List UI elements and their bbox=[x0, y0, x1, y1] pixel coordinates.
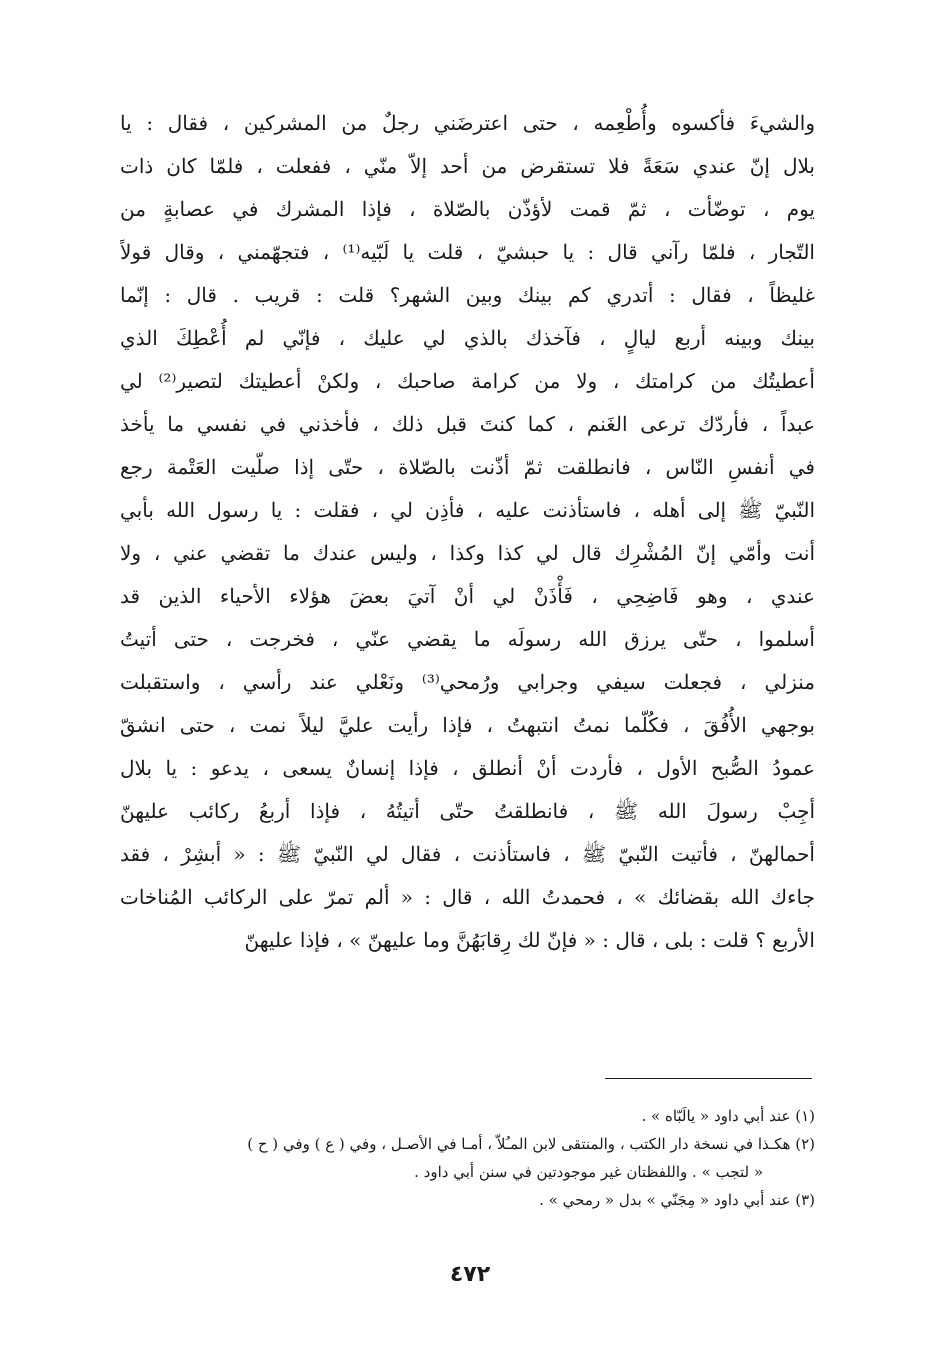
main-text bbox=[120, 102, 815, 962]
text-line: والشيءَ فأكسوه وأُطْعِمه ، حتى اعترضَني رجلٌ من المشركين ، فقال : يا bbox=[120, 111, 815, 135]
text-line: جاءك الله بقضائك » ، فحمدتُ الله ، قال : « ألم تمرّ على الركائب المُناخات bbox=[120, 885, 815, 909]
text-line: أسلموا ، حتّى يرزق الله رسولَه ما يقضي عنّي ، فخرجت ، حتى أتيتُ bbox=[120, 627, 815, 651]
text-line: عمودُ الصُّبح الأول ، فأردت أنْ أنطلق ، فإذا إنسانٌ يسعى ، يدعو : يا بلال bbox=[120, 756, 815, 780]
text-line: أعطيتُك من كرامتك ، ولا من كرامة صاحبك ، ولكنْ أعطيتك لتصير⁽²⁾ لي bbox=[120, 369, 815, 393]
footnote-2-continued: « لتجب » . واللفظتان غير موجودتين في سنن أبي داود . bbox=[414, 1163, 763, 1181]
text-line: يوم ، توضّأت ، ثمّ قمت لأؤذّن بالصّلاة ، فإذا المشرك في عصابةٍ من bbox=[120, 197, 815, 221]
text-line: بلال إنّ عندي سَعَةً فلا تستقرض من أحد إلاّ منّي ، ففعلت ، فلمّا كان ذات bbox=[120, 154, 815, 178]
text-line: غليظاً ، فقال : أتدري كم بينك وبين الشهر؟ قلت : قريب . قال : إنّما bbox=[120, 283, 815, 307]
footnotes bbox=[120, 1102, 815, 1214]
footnote-1: (١) عند أبي داود « يالَبّاه » . bbox=[641, 1107, 815, 1125]
footnote-3: (٣) عند أبي داود « مِجَنّي » بدل « رمحي » . bbox=[539, 1191, 815, 1209]
text-line: عندي ، وهو فَاضِحِي ، فَأْذَنْ لي أنْ آتيَ بعضَ هؤلاء الأحياء الذين قد bbox=[120, 584, 815, 608]
text-line: بينك وبينه أربع ليالٍ ، فآخذك بالذي لي عليك ، فإنّي لم أُعْطِكَ الذي bbox=[120, 326, 815, 350]
text-line: الأربع ؟ قلت : بلى ، قال : « فإنّ لك رِقابَهُنَّ وما عليهنّ » ، فإذا عليهنّ bbox=[244, 928, 815, 952]
page-number: ٤٧٢ bbox=[449, 1262, 491, 1287]
text-line: أجِبْ رسولَ الله ﷺ ، فانطلقتُ حتّى أتيتُهُ ، فإذا أربعُ ركائب عليهنّ bbox=[120, 799, 815, 823]
text-line: منزلي ، فجعلت سيفي وجرابي ورُمحي⁽³⁾ ونَعْلي عند رأسي ، واستقبلت bbox=[120, 670, 815, 694]
text-line: بوجهي الأُفُقَ ، فكُلّما نمتُ انتبهتُ ، فإذا رأيت عليَّ ليلاً نمت ، حتى انشقّ bbox=[120, 713, 815, 737]
text-line: أحمالهنّ ، فأتيت النّبيّ ﷺ ، فاستأذنت ، فقال لي النّبيّ ﷺ : « أبشِرْ ، فقد bbox=[120, 842, 815, 866]
text-line: النّبيّ ﷺ إلى أهله ، فاستأذنت عليه ، فأذِن لي ، فقلت : يا رسول الله بأبي bbox=[120, 498, 815, 522]
text-line: أنت وأمّي إنّ المُشْرِك قال لي كذا وكذا ، وليس عندك ما تقضي عني ، ولا bbox=[120, 541, 815, 565]
footnote-2: (٢) هكـذا في نسخة دار الكتب ، والمنتقى لابن المـُلاّ ، أمـا في الأصـل ، وفي ( ع ) وفي ( ح ) bbox=[247, 1135, 815, 1153]
text-line: عبداً ، فأردّك ترعى الغَنم ، كما كنتَ قبل ذلك ، فأخذني في نفسي ما يأخذ bbox=[120, 412, 815, 436]
text-line: التّجار ، فلمّا رآني قال : يا حبشيّ ، قلت يا لَبّيه⁽¹⁾ ، فتجهّمني ، وقال قولاً bbox=[120, 240, 815, 264]
text-line: في أنفسِ النّاس ، فانطلقت ثمّ أذّنت بالصّلاة ، حتّى إذا صلّيت العَتْمة رجع bbox=[120, 455, 815, 479]
footnote-separator bbox=[605, 1078, 812, 1079]
